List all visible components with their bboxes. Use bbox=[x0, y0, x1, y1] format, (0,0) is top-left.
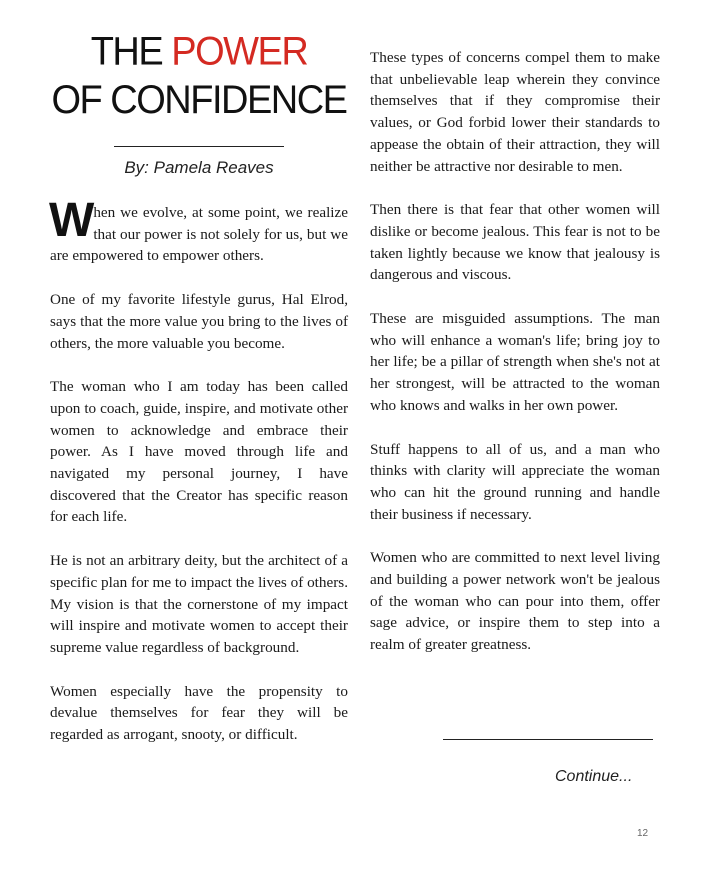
drop-cap: W bbox=[49, 194, 92, 247]
title-power: POWER bbox=[171, 29, 308, 74]
title-divider bbox=[114, 146, 284, 147]
byline: By: Pamela Reaves bbox=[124, 158, 274, 177]
paragraph-5: Women especially have the propensity to devalue themselves for fear they will be regarded as arrogant, snooty, or difficult. bbox=[50, 682, 348, 744]
left-column bbox=[50, 30, 348, 768]
paragraph-4: He is not an arbitrary deity, but the architect of a specific plan for me to impact the lives of others. My vision is that the cornerstone of my impact will inspire and motivate women to accept their supreme value regardless of background. bbox=[50, 552, 348, 656]
paragraph-8: These are misguided assumptions. The man who will enhance a woman's life; bring joy to her life; be a pillar of strength when she's not at her strongest, will be attracted to the woman who knows and walks in her own power. bbox=[370, 310, 660, 414]
paragraph-6: These types of concerns compel them to make that unbelievable leap wherein they convince themselves that if they compromise their values, or God forbid lower their standards to appease the obtain of their attraction, they will neither be attractive nor desirable to men. bbox=[370, 49, 660, 175]
paragraph-1-text: hen we evolve, at some point, we realize that our power is not solely for us, but we are empowered to empower others. bbox=[50, 204, 348, 265]
right-column bbox=[370, 47, 660, 678]
page-number: 12 bbox=[637, 828, 649, 839]
article-title bbox=[50, 28, 348, 125]
paragraph-1 bbox=[49, 194, 348, 267]
title-the: THE bbox=[90, 29, 172, 74]
paragraph-10: Women who are committed to next level living and building a power network won't be jealous of the woman who can pour into them, offer sage advice, or inspire them to step into a realm of greater greatness. bbox=[370, 549, 660, 654]
title-of-confidence: OF CONFIDENCE bbox=[51, 78, 347, 123]
paragraph-2: One of my favorite lifestyle gurus, Hal Elrod, says that the more value you bring to the lives of others, the more valuable you become. bbox=[50, 291, 348, 352]
continue-label: Continue... bbox=[555, 768, 633, 785]
paragraph-9: Stuff happens to all of us, and a man who thinks with clarity will appreciate the woman who can hit the ground running and handle their business if necessary. bbox=[370, 440, 660, 523]
paragraph-7: Then there is that fear that other women will dislike or become jealous. This fear is not to be taken lightly because we know that jealousy is dangerous and viscous. bbox=[370, 201, 660, 284]
paragraph-3: The woman who I am today has been called upon to coach, guide, inspire, and motivate other women to acknowledge and embrace their power. As I have moved through life and navigated my personal journey, I have discovered that the Creator has specific reason for each life. bbox=[50, 378, 348, 526]
end-divider bbox=[443, 739, 653, 740]
